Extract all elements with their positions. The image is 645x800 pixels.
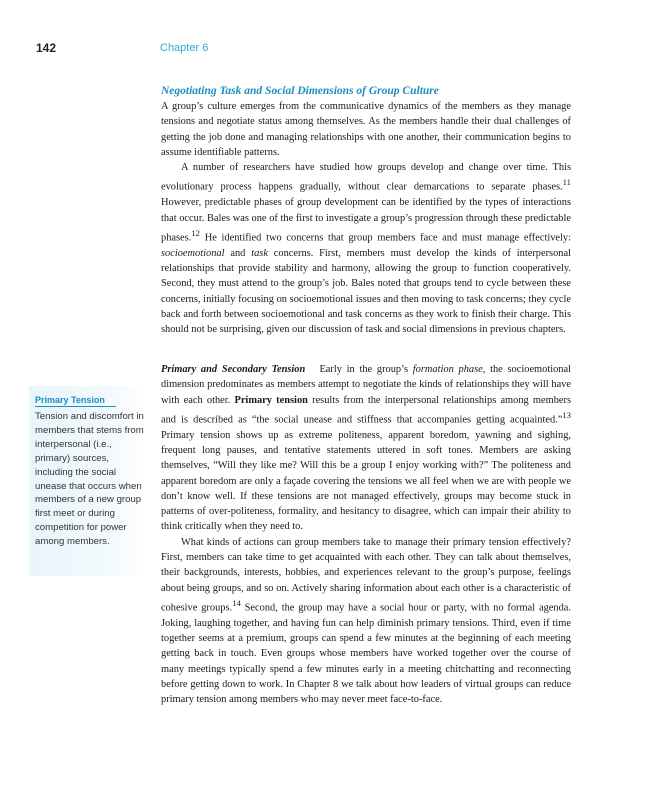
text-run: and (224, 247, 252, 259)
text-run: A number of researchers have studied how groups develop and change over time. This evolutionary process happens gradually, without clear demarcations to separate phases. (161, 162, 571, 193)
margin-definition: Tension and discomfort in members that stems from interpersonal (i.e., primary) sources, including the social unease that occurs when members of a new group first meet or during competition for power among members. (35, 411, 144, 548)
text-run: He identified two concerns that group members face and must manage effectively: (199, 232, 571, 244)
section-body (161, 99, 571, 337)
text-run: What kinds of actions can group members take to manage their primary tension effectively? First, members can take time to get acquainted with each other. They can talk about themselves, their backgrounds, interests, hobbies, and experiences relevant to the group’s purpose, feelings about being groups, and so on. Actively sharing information about each other is a characteristic of cohesive groups. (161, 536, 571, 614)
text-run: Second, the group may have a social hour or party, with no formal agenda. Joking, laughing together, and having fun can help diminish primary tensions. Third, even if time together seems at a premium, groups can spend a few minutes at the beginning of each meeting getting back in touch. Even groups whose members have worked together over the course of many meetings typically spend a few minutes early in a meeting chitchatting and reconnecting before getting down to work. In Chapter 8 we talk about how leaders of virtual groups can reduce primary tension among members who may never meet face-to-face. (161, 602, 571, 706)
term-socioemotional: socioemotional (161, 247, 225, 259)
term-task: task (251, 247, 268, 259)
margin-term-rule (35, 406, 116, 407)
text-run: Early in the group’s (319, 364, 413, 375)
subsection-body (161, 362, 571, 707)
paragraph: A group’s culture emerges from the communicative dynamics of the members as they manage tensions and negotiate status among themselves. As the members handle their dual challenges of getting the job done and managing relationships with one another, their communication begins to assume identifiable patterns. (161, 101, 571, 158)
paragraph (161, 535, 571, 708)
paragraph (161, 160, 571, 337)
text-run: Primary tension shows up as extreme politeness, apparent boredom, yawning and sighing, frequent long pauses, and tentative statements uttered in soft tones. Members are asking themselves, “Will they like me? Will this be a group I enjoy working with?” The politeness and apparent boredom are only a façade covering the tensions we all feel when we are with people we don’t know well. If these tensions are not managed effectively, groups may become stuck in patterns of over-politeness, formality, and hesitancy to disagree, which can impair their ability to think critically when they need to. (161, 429, 571, 533)
footnote-ref: 14 (232, 597, 241, 608)
margin-term: Primary Tension (35, 395, 105, 405)
term-formation-phase: formation phase (412, 364, 483, 375)
text-run: However, predictable phases of group development can be identified by the types of interactions that occur. Bales was one of the first to investigate a group’s progression through these predictable phases. (161, 197, 571, 244)
footnote-ref: 11 (562, 177, 571, 188)
text-run: concerns. First, members must develop the kinds of interpersonal relationships that provide stability and harmony, allowing the group to function cooperatively. Second, they must attend to the group’s job. Bales noted that groups tend to cycle between these concerns, initially focusing on socioemotional issues and then moving to task concerns; they cycle back and forth between socioemotional and task concerns as they work to finish their charge. This should not be surprising, given our discussion of task and social dimensions in previous chapters. (161, 247, 571, 336)
runin-heading: Primary and Secondary Tension (161, 364, 306, 375)
footnote-ref: 12 (191, 227, 200, 238)
footnote-ref: 13 (562, 409, 571, 420)
paragraph (161, 362, 571, 535)
page-number: 142 (36, 41, 57, 55)
key-term: Primary tension (234, 394, 308, 406)
text-run: results from the interpersonal relationships among members and is described as “the social unease and stiffness that accompanies getting acquainted.” (161, 394, 572, 426)
section-heading: Negotiating Task and Social Dimensions of Group Culture (161, 85, 439, 97)
text-run: , the socioemotional dimension predominates as members attempt to negotiate the kinds of relationships they will have with each other. (161, 364, 571, 406)
chapter-label: Chapter 6 (160, 42, 209, 54)
